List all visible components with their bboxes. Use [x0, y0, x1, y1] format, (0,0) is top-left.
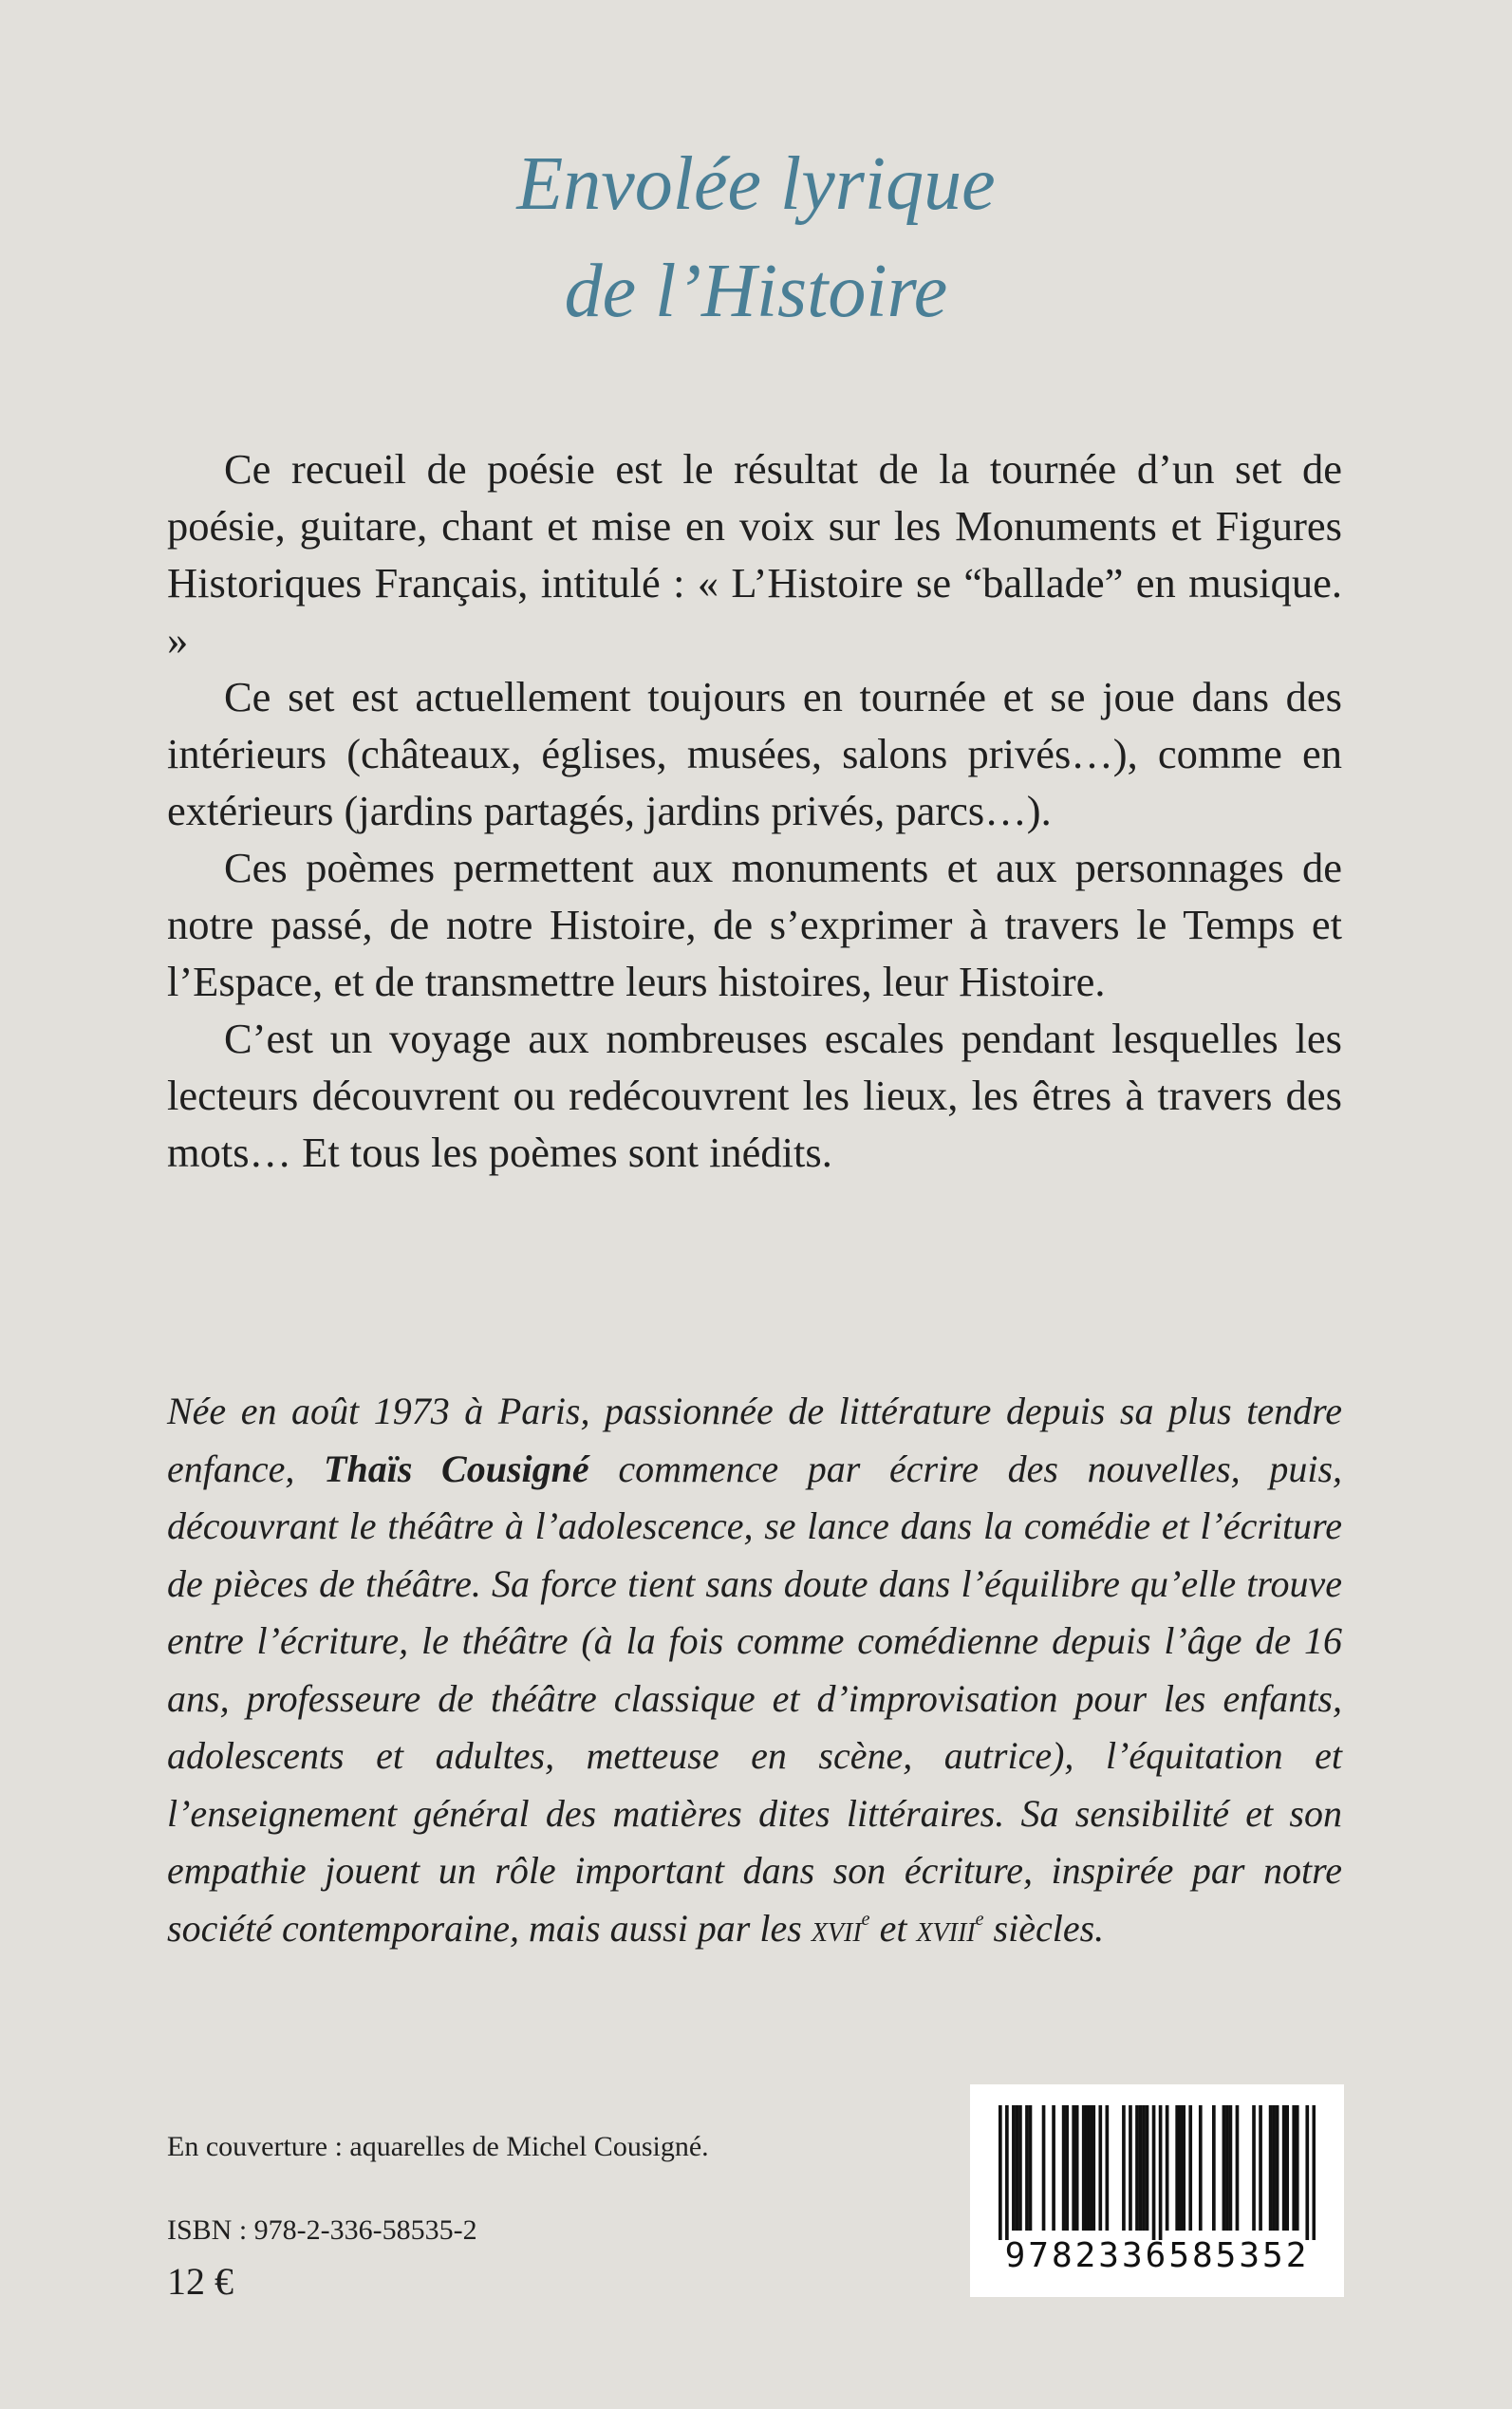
barcode-bar — [1285, 2105, 1289, 2231]
barcode-bars — [999, 2105, 1316, 2240]
barcode-bar — [1269, 2105, 1273, 2231]
barcode-bar — [1052, 2105, 1055, 2231]
barcode-bar — [1276, 2105, 1279, 2231]
barcode-bar — [999, 2105, 1002, 2240]
barcode-bar — [1259, 2105, 1262, 2231]
barcode-bar — [1236, 2105, 1240, 2231]
book-title — [0, 131, 1512, 345]
barcode-bar — [1092, 2105, 1095, 2231]
barcode-bar — [1018, 2105, 1022, 2231]
barcode — [970, 2084, 1344, 2297]
cover-credit: En couverture : aquarelles de Michel Cousigné. — [167, 2131, 709, 2162]
barcode-bar — [1292, 2105, 1296, 2231]
century-17-suffix: e — [861, 1908, 870, 1930]
barcode-bar — [1188, 2105, 1192, 2231]
bio-intro: Née en août 1973 à Paris, passionnée de littérature depuis sa plus tendre enfance, — [167, 1390, 1342, 1490]
barcode-bar — [1166, 2105, 1169, 2231]
barcode-bar — [1029, 2105, 1033, 2231]
barcode-bar — [1199, 2105, 1203, 2231]
barcode-bar — [1182, 2105, 1185, 2231]
barcode-bar — [1042, 2105, 1046, 2231]
barcode-bar — [1129, 2105, 1132, 2231]
barcode-bar — [1142, 2105, 1146, 2231]
barcode-bar — [1179, 2105, 1183, 2231]
barcode-bar — [1146, 2105, 1149, 2231]
summary-paragraph-2: Ce set est actuellement toujours en tournée et se joue dans des intérieurs (châteaux, églises, musées, salons privés…), comme en extérieurs (jardins partagés, jardins privés, parcs…). — [167, 673, 1342, 834]
bio-ending: siècles. — [993, 1906, 1105, 1950]
barcode-bar — [1085, 2105, 1089, 2231]
barcode-bar — [1223, 2105, 1226, 2231]
barcode-bar — [1025, 2105, 1029, 2231]
book-title-line-1: Envolée lyrique — [516, 142, 996, 226]
book-title-line-2: de l’Histoire — [564, 250, 948, 333]
barcode-bar — [1296, 2105, 1299, 2231]
barcode-bar — [1252, 2105, 1256, 2231]
barcode-bar — [1272, 2105, 1276, 2231]
author-biography — [167, 1383, 1342, 1957]
barcode-bar — [1122, 2105, 1126, 2231]
barcode-bar — [1062, 2105, 1066, 2231]
summary-paragraph-1: Ce recueil de poésie est le résultat de la tournée d’un set de poésie, guitare, chant et mise en voix sur les Monuments et Figures Historiques Français, intitulé : « L’Histoire se “ballade” en musique. » — [167, 445, 1342, 663]
barcode-bar — [1072, 2105, 1075, 2231]
bio-conjunction: et — [879, 1906, 907, 1950]
century-17: xvii — [811, 1906, 862, 1950]
barcode-bar — [1225, 2105, 1229, 2231]
barcode-bar — [1229, 2105, 1233, 2231]
barcode-bar — [1075, 2105, 1079, 2231]
barcode-bar — [1175, 2105, 1179, 2231]
century-18: xviii — [916, 1906, 976, 1950]
barcode-bar — [1212, 2105, 1216, 2231]
book-summary — [167, 440, 1342, 1181]
bio-body: commence par écrire des nouvelles, puis, découvrant le théâtre à l’adolescence, se lance dans la comédie et l’écriture de pièces de théâtre. Sa force tient sans doute dans l’équilibre qu’elle trouve entre l’écriture, le théâtre (à la fois comme comédienne depuis l’âge de 16 ans, professeure de théâtre classique et d’improvisation pour les enfants, adolescents et adultes, metteuse en scène, autrice), l’équitation et l’enseignement général des matières dites littéraires. Sa sensibilité et son empathie jouent un rôle important dans son écriture, inspirée par notre société contemporaine, mais aussi par les — [167, 1447, 1343, 1950]
barcode-bar — [1005, 2105, 1009, 2240]
summary-paragraph-4: C’est un voyage aux nombreuses escales pendant lesquelles les lecteurs découvrent ou redécouvrent les lieux, les êtres à travers des mots… Et tous les poèmes sont inédits. — [167, 1015, 1342, 1176]
century-18-suffix: e — [975, 1908, 984, 1930]
barcode-bar — [1012, 2105, 1016, 2231]
author-name: Thaïs Cousigné — [324, 1447, 589, 1490]
barcode-bar — [1152, 2105, 1156, 2240]
barcode-bar — [1159, 2105, 1163, 2240]
price: 12 € — [167, 2260, 233, 2303]
barcode-bar — [1098, 2105, 1102, 2231]
barcode-digits: 9782336585352 — [1004, 2236, 1310, 2275]
barcode-bar — [1065, 2105, 1069, 2231]
barcode-bar — [1282, 2105, 1286, 2231]
barcode-bar — [1135, 2105, 1139, 2231]
barcode-bar — [1312, 2105, 1316, 2240]
isbn: ISBN : 978-2-336-58535-2 — [167, 2214, 477, 2246]
barcode-bar — [1139, 2105, 1143, 2231]
barcode-bar — [1082, 2105, 1086, 2231]
barcode-bar — [1016, 2105, 1019, 2231]
summary-paragraph-3: Ces poèmes permettent aux monuments et aux personnages de notre passé, de notre Histoire, de s’exprimer à travers le Temps et l’Espace, et de transmettre leurs histoires, leur Histoire. — [167, 844, 1342, 1005]
barcode-bar — [1106, 2105, 1110, 2231]
barcode-bar — [1089, 2105, 1092, 2231]
barcode-bar — [1305, 2105, 1309, 2240]
